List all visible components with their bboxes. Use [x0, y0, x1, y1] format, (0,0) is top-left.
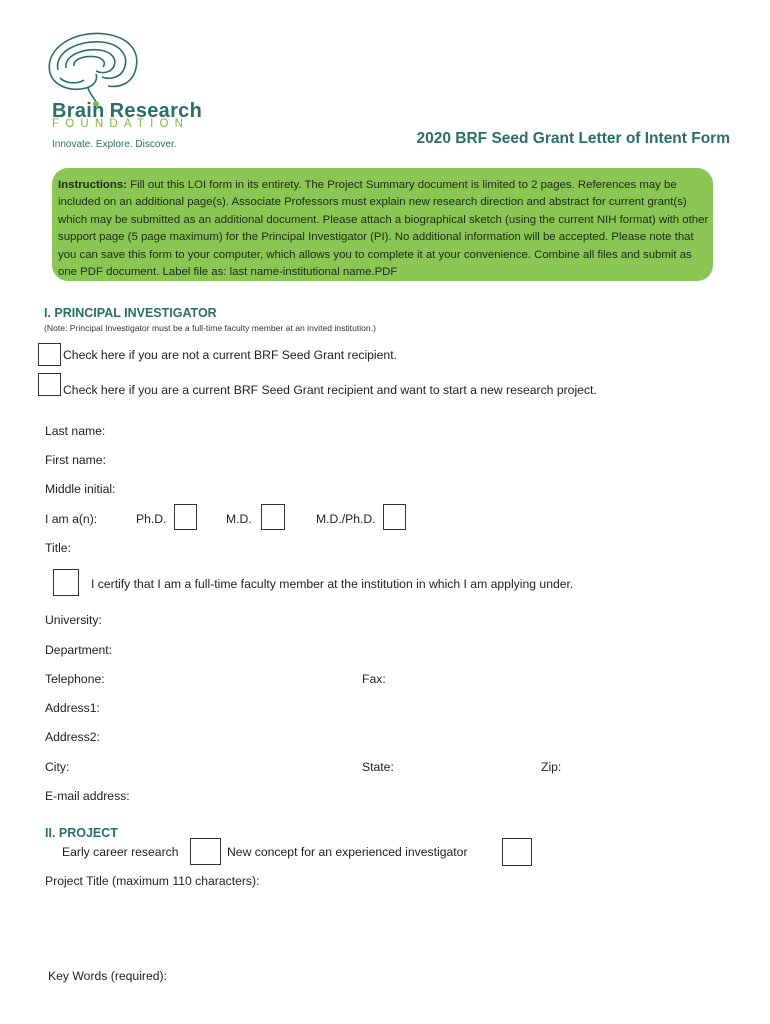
- university-label: University:: [45, 613, 102, 627]
- instructions-panel: [52, 168, 713, 281]
- last-name-label: Last name:: [45, 424, 106, 438]
- key-words-label: Key Words (required):: [48, 969, 167, 983]
- early-career-label: Early career research: [62, 845, 179, 859]
- middle-initial-label: Middle initial:: [45, 482, 116, 496]
- telephone-label: Telephone:: [45, 672, 105, 686]
- section1-note: (Note: Principal Investigator must be a full-time faculty member at an invited institution.): [44, 323, 376, 333]
- city-label: City:: [45, 760, 70, 774]
- not-current-recipient-checkbox[interactable]: [38, 343, 61, 366]
- instructions-label: Instructions:: [58, 179, 127, 191]
- section2-heading: II. PROJECT: [45, 826, 118, 840]
- instructions-text: Fill out this LOI form in its entirety. The Project Summary document is limited to 2 pages. References may be included on an additional page(s). Associate Professors must explain new research direction and abstract for current grant(s) which may be submitted as an additional document. Please attach a biographical sketch (using the current NIH format) with other support page (5 page maximum) for the Principal Investigator (PI). No additional information will be accepted. Please note that you can save this form to your computer, which allows you to complete it at your convenience. Combine all files and submit as one PDF document. Label file as: last name-institutional name.PDF: [58, 179, 709, 279]
- brand-tagline: Innovate. Explore. Discover.: [52, 139, 177, 150]
- address2-label: Address2:: [45, 730, 100, 744]
- brand-name-first: Brain: [52, 100, 105, 122]
- mdphd-checkbox[interactable]: [383, 504, 406, 530]
- page-title: 2020 BRF Seed Grant Letter of Intent Form: [416, 130, 730, 147]
- not-current-recipient-label: Check here if you are not a current BRF Seed Grant recipient.: [63, 348, 397, 362]
- new-concept-label: New concept for an experienced investigator: [227, 845, 468, 859]
- brand-subname: FOUNDATION: [52, 118, 190, 130]
- current-recipient-checkbox[interactable]: [38, 373, 61, 396]
- department-label: Department:: [45, 643, 113, 657]
- current-recipient-label: Check here if you are a current BRF Seed Grant recipient and want to start a new research project.: [63, 383, 597, 397]
- new-concept-checkbox[interactable]: [502, 838, 532, 866]
- title-label: Title:: [45, 541, 71, 555]
- brand-name-second: Research: [109, 100, 203, 122]
- project-title-label: Project Title (maximum 110 characters):: [45, 874, 260, 888]
- first-name-label: First name:: [45, 453, 106, 467]
- phd-label: Ph.D.: [136, 512, 167, 526]
- md-label: M.D.: [226, 512, 252, 526]
- phd-checkbox[interactable]: [174, 504, 197, 530]
- certify-checkbox[interactable]: [53, 569, 79, 596]
- address1-label: Address1:: [45, 701, 100, 715]
- state-label: State:: [362, 760, 394, 774]
- brain-maze-icon: [40, 28, 203, 154]
- fax-label: Fax:: [362, 672, 386, 686]
- md-checkbox[interactable]: [261, 504, 285, 530]
- mdphd-label: M.D./Ph.D.: [316, 512, 376, 526]
- email-label: E-mail address:: [45, 789, 130, 803]
- degree-label: I am a(n):: [45, 512, 98, 526]
- certify-label: I certify that I am a full-time faculty member at the institution in which I am applying under.: [91, 577, 574, 591]
- early-career-checkbox[interactable]: [190, 838, 221, 865]
- section1-heading: I. PRINCIPAL INVESTIGATOR: [44, 306, 217, 320]
- zip-label: Zip:: [541, 760, 562, 774]
